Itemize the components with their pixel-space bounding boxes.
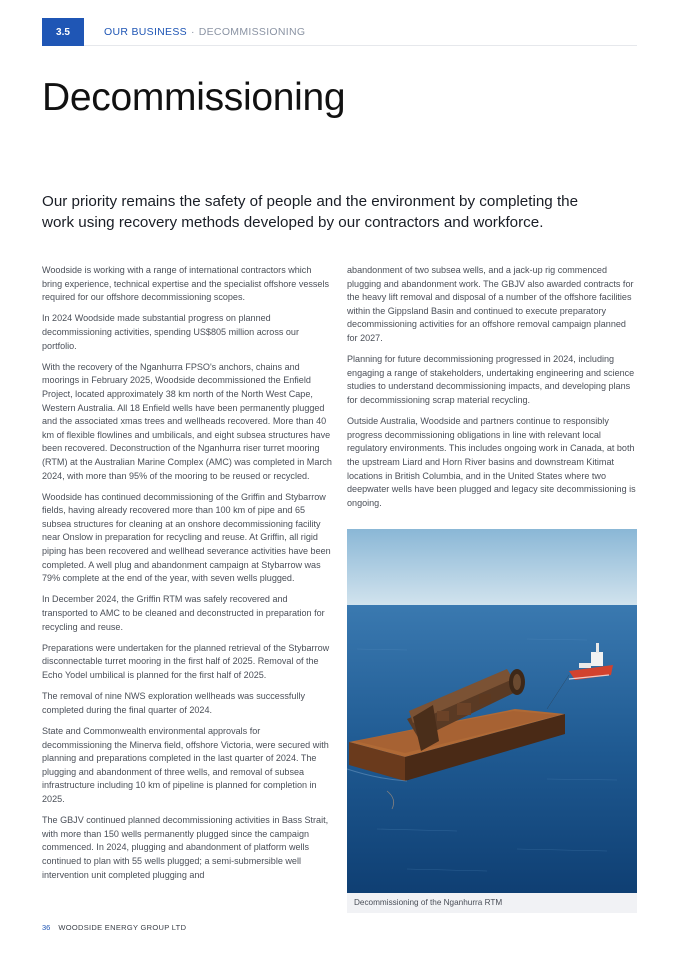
breadcrumb (104, 26, 305, 38)
organisation-name: WOODSIDE ENERGY GROUP LTD (58, 923, 187, 932)
body-paragraph: With the recovery of the Nganhurra FPSO's anchors, chains and moorings in February 2025, Woodside decommissioned the Enfield Project, located approximately 38 km north of the North West Cape, Western Australia. All 18 Enfield wells have been permanently plugged and the associated xmas trees and wellheads recovered. More than 40 km of flexible flowlines and umbilicals, and eight subsea structures have been recovered. Deconstruction of the Nganhurra riser turret mooring (RTM) at the Australian Marine Complex (AMC) was completed in March 2024, with more than 95% of the mooring to be reused or recycled. (42, 361, 332, 481)
breadcrumb-section: OUR BUSINESS (104, 26, 187, 38)
body-column-right (347, 264, 637, 518)
page-number: 36 (42, 923, 51, 932)
page-header (42, 18, 637, 46)
body-paragraph: The removal of nine NWS exploration wellheads was successfully completed during the final quarter of 2024. (42, 691, 305, 715)
body-paragraph: abandonment of two subsea wells, and a jack-up rig commenced plugging and abandonment work. The GBJV also awarded contracts for the heavy lift removal and disposal of a number of the offshore facilities within the Gippsland Basin and continued to execute preparatory decommissioning activities for an offshore removal campaign planned for 2027. (347, 265, 634, 343)
lead-paragraph: Our priority remains the safety of people and the environment by completing the work using recovery methods developed by our contractors and workforce. (42, 193, 579, 231)
body-paragraph: State and Commonwealth environmental approvals for decommissioning the Minerva field, offshore Victoria, were secured with planning and preparations completed in the last quarter of 2024. The plugging and abandonment of three wells, and removal of subsea infrastructure including 10 km of pipeline is planned for completion in 2025. (42, 725, 329, 804)
sky (347, 529, 637, 607)
decommissioning-photo (347, 529, 637, 893)
body-paragraph: Planning for future decommissioning progressed in 2024, including engaging a range of stakeholders, undertaking engineering and science studies to understand decommissioning impacts, and developing plans for decommissioning scrap material recycling. (347, 354, 635, 405)
body-paragraph: In 2024 Woodside made substantial progress on planned decommissioning activities, spending US$805 million across our portfolio. (42, 313, 299, 351)
body-paragraph: Preparations were undertaken for the planned retrieval of the Stybarrow disconnectable turret mooring in the first half of 2025. Removal of the Echo Yodel umbilical is planned for the first half of 2025. (42, 642, 330, 680)
photo-caption: Decommissioning of the Nganhurra RTM (347, 893, 637, 913)
breadcrumb-subsection: DECOMMISSIONING (198, 26, 306, 38)
body-paragraph: The GBJV continued planned decommissioning activities in Bass Strait, with more than 150 wells permanently plugged since the campaign commenced. In 2024, plugging and abandonment of platform wells continued to plan with 55 wells plugged; a semi-submersible well intervention unit completed plugging and (42, 815, 329, 880)
body-paragraph: Woodside is working with a range of international contractors which bring experience, technical expertise and the specialist offshore vessels required for our offshore decommissioning scopes. (42, 265, 329, 303)
body-column-left (42, 264, 332, 890)
body-paragraph: In December 2024, the Griffin RTM was safely recovered and transported to AMC to be cleaned and deconstructed in preparation for recycling and reuse. (42, 594, 325, 632)
body-paragraph: Outside Australia, Woodside and partners continue to responsibly progress decommissioning obligations in line with relevant local regulatory environments. This includes ongoing work in Canada, at both the upstream Liard and Horn River basins and downstream Kitimat locations in British Columbia, and in the United States where two deepwater wells have been plugged and legacy site decommissioning is ongoing. (347, 416, 636, 508)
body-paragraph: Woodside has continued decommissioning of the Griffin and Stybarrow fields, having already recovered more than 100 km of pipe and 65 subsea structures for cleaning at an onshore decommissioning facility near Onslow in preparation for recycling and reuse. At Griffin, all rigid piping has been recovered and wellhead severance activities have been completed. A well plug and abandonment campaign at Stybarrow was 79% complete at the end of the year, with seven wells plugged. (42, 491, 331, 584)
page-footer (42, 923, 186, 932)
section-number-badge: 3.5 (42, 18, 84, 46)
breadcrumb-separator: · (190, 26, 195, 38)
page-title: Decommissioning (42, 76, 346, 119)
